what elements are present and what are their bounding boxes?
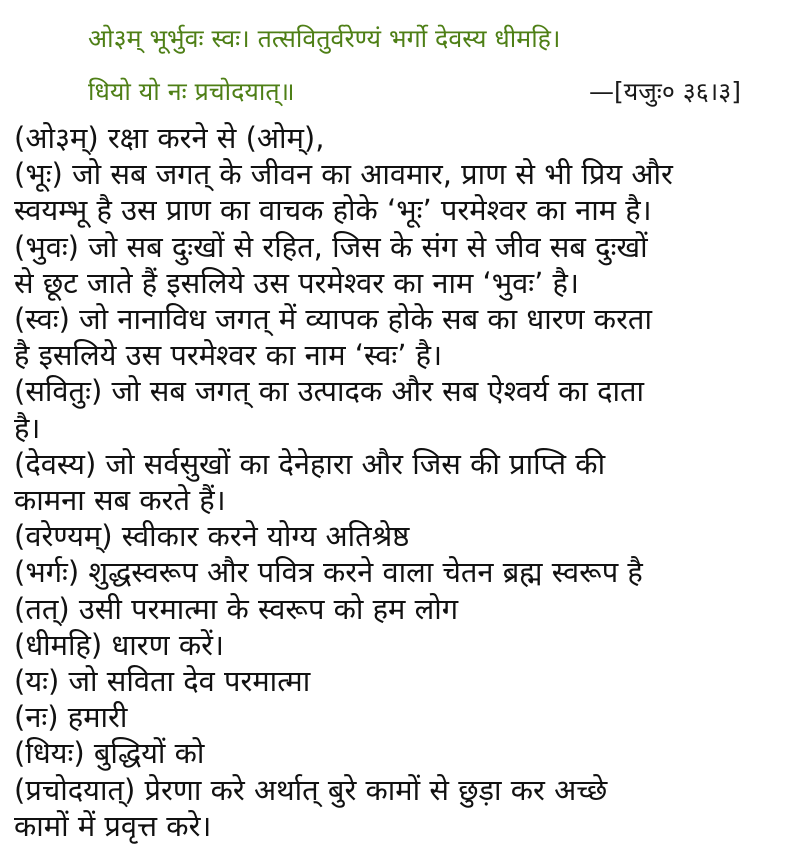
explanation-line: (भर्गः) शुद्धस्वरूप और पवित्र करने वाला चेतन ब्रह्म स्वरूप है	[14, 555, 643, 590]
explanation-line: कामों में प्रवृत्त करे।	[14, 808, 212, 843]
explanation-line: है।	[14, 410, 41, 445]
explanation-line: (वरेण्यम्) स्वीकार करने योग्य अतिश्रेष्ठ	[14, 519, 410, 554]
explanation-line: स्वयम्भू है उस प्राण का वाचक होके ‘भूः’ परमेश्वर का नाम है।	[14, 193, 652, 228]
explanation-line: (धियः) बुद्धियों को	[14, 736, 205, 771]
explanation-text	[14, 120, 794, 844]
explanation-line: (प्रचोदयात्) प्रेरणा करे अर्थात् बुरे कामों से छुड़ा कर अच्छे	[14, 772, 608, 807]
explanation-line: से छूट जाते हैं इसलिये उस परमेश्वर का नाम ‘भुवः’ है।	[14, 265, 579, 300]
explanation-line: (सवितुः) जो सब जगत् का उत्पादक और सब ऐश्वर्य का दाता	[14, 374, 645, 409]
explanation-line: (भूः) जो सब जगत् के जीवन का आवमार, प्राण से भी प्रिय और	[14, 157, 673, 192]
explanation-line: (स्वः) जो नानाविध जगत् में व्यापक होके सब का धारण करता	[14, 302, 652, 337]
explanation-line: (भुवः) जो सब दुःखों से रहित, जिस के संग से जीव सब दुःखों	[14, 229, 648, 264]
explanation-line: (ओ३म्) रक्षा करने से (ओम्),	[14, 121, 325, 155]
explanation-line: (देवस्य) जो सर्वसुखों का देनेहारा और जिस की प्राप्ति की	[14, 446, 606, 481]
mantra-line-2: धियो यो नः प्रचोदयात्॥	[88, 77, 295, 106]
explanation-line: है इसलिये उस परमेश्वर का नाम ‘स्वः’ है।	[14, 338, 443, 373]
explanation-line: (धीमहि) धारण करें।	[14, 627, 224, 662]
mantra-line-1: ओ३म् भूर्भुवः स्वः। तत्सवितुर्वरेण्यं भर्गो देवस्य धीमहि।	[88, 24, 561, 53]
explanation-line: (तत्) उसी परमात्मा के स्वरूप को हम लोग	[14, 591, 459, 626]
explanation-line: (यः) जो सविता देव परमात्मा	[14, 664, 311, 699]
explanation-line: (नः) हमारी	[14, 700, 128, 735]
explanation-line: कामना सब करते हैं।	[14, 483, 226, 518]
scripture-reference: —[यजुः० ३६।३]	[588, 77, 741, 106]
